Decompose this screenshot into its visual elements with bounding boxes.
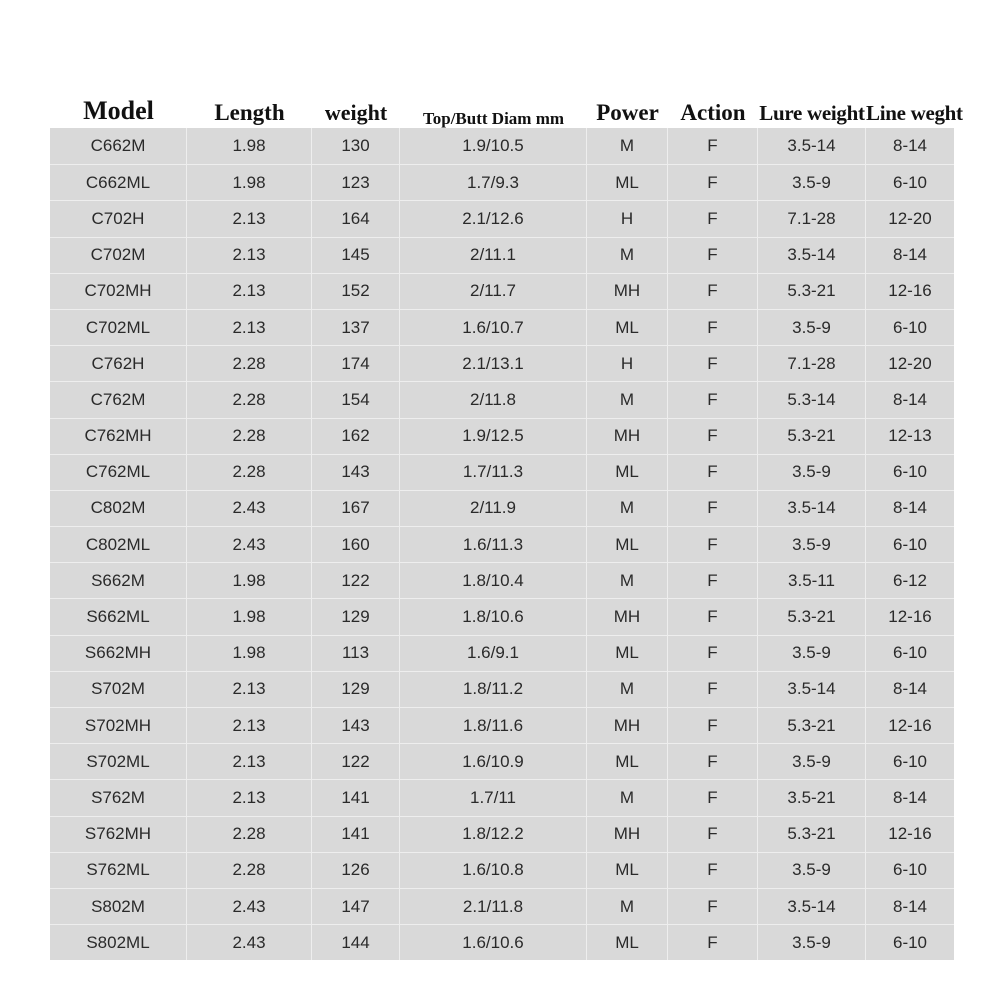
header-line-weight: Line weght	[866, 101, 963, 125]
cell-action: F	[668, 165, 758, 200]
cell-model: S702M	[50, 672, 187, 707]
table-row	[50, 924, 954, 960]
cell-power: M	[587, 780, 668, 815]
cell-length: 2.13	[187, 780, 312, 815]
cell-power: MH	[587, 708, 668, 743]
cell-line-weight: 8-14	[892, 245, 928, 265]
cell-line-weight: 8-14	[892, 896, 928, 916]
cell-line-weight: 12-20	[888, 208, 932, 228]
cell-power: M	[587, 889, 668, 924]
cell-line-weight: 6-10	[892, 751, 928, 771]
cell-weight: 129	[312, 672, 400, 707]
cell-power: H	[587, 201, 668, 236]
cell-power: MH	[587, 274, 668, 309]
cell-line-weight: 12-16	[888, 715, 932, 735]
cell-weight: 154	[312, 382, 400, 417]
cell-lure-weight: 5.3-21	[758, 817, 866, 852]
cell-action: F	[668, 599, 758, 634]
cell-action: F	[668, 636, 758, 671]
cell-length: 2.13	[187, 744, 312, 779]
cell-diameter: 2.1/13.1	[400, 346, 587, 381]
cell-power: ML	[587, 744, 668, 779]
cell-length: 2.43	[187, 925, 312, 960]
cell-line-weight: 12-16	[888, 281, 932, 301]
cell-lure-weight: 7.1-28	[758, 201, 866, 236]
cell-length: 1.98	[187, 563, 312, 598]
cell-lure-weight: 3.5-9	[758, 310, 866, 345]
cell-power: M	[587, 128, 668, 164]
cell-action: F	[668, 889, 758, 924]
cell-action: F	[668, 491, 758, 526]
cell-line-weight: 6-10	[892, 534, 928, 554]
cell-model: C762H	[50, 346, 187, 381]
cell-model: C702H	[50, 201, 187, 236]
cell-action: F	[668, 925, 758, 960]
cell-model: C762M	[50, 382, 187, 417]
cell-weight: 164	[312, 201, 400, 236]
cell-diameter: 2.1/12.6	[400, 201, 587, 236]
cell-lure-weight: 3.5-14	[758, 491, 866, 526]
cell-length: 2.28	[187, 382, 312, 417]
cell-power: ML	[587, 853, 668, 888]
cell-lure-weight: 3.5-14	[758, 672, 866, 707]
cell-power: M	[587, 672, 668, 707]
cell-lure-weight: 3.5-11	[758, 563, 866, 598]
cell-power: ML	[587, 455, 668, 490]
cell-action: F	[668, 527, 758, 562]
cell-weight: 162	[312, 419, 400, 454]
cell-line-weight: 6-12	[892, 570, 928, 590]
cell-action: F	[668, 708, 758, 743]
table-row	[50, 418, 954, 454]
table-row	[50, 273, 954, 309]
cell-action: F	[668, 455, 758, 490]
cell-line-weight: 12-16	[888, 607, 932, 627]
cell-length: 2.28	[187, 455, 312, 490]
cell-action: F	[668, 672, 758, 707]
table-row	[50, 779, 954, 815]
cell-power: M	[587, 382, 668, 417]
table-row	[50, 309, 954, 345]
cell-model: S802ML	[50, 925, 187, 960]
cell-weight: 143	[312, 708, 400, 743]
cell-model: C662M	[50, 128, 187, 164]
cell-diameter: 1.8/10.4	[400, 563, 587, 598]
table-row	[50, 200, 954, 236]
cell-diameter: 2.1/11.8	[400, 889, 587, 924]
cell-length: 2.43	[187, 889, 312, 924]
cell-lure-weight: 5.3-21	[758, 419, 866, 454]
cell-line-weight: 6-10	[892, 932, 928, 952]
cell-weight: 130	[312, 128, 400, 164]
cell-weight: 174	[312, 346, 400, 381]
cell-line-weight: 6-10	[892, 860, 928, 880]
cell-weight: 129	[312, 599, 400, 634]
cell-lure-weight: 3.5-9	[758, 527, 866, 562]
cell-lure-weight: 5.3-14	[758, 382, 866, 417]
cell-action: F	[668, 419, 758, 454]
cell-lure-weight: 5.3-21	[758, 599, 866, 634]
table-row	[50, 635, 954, 671]
cell-diameter: 1.6/11.3	[400, 527, 587, 562]
cell-length: 2.13	[187, 672, 312, 707]
header-power: Power	[596, 100, 659, 125]
cell-lure-weight: 3.5-9	[758, 165, 866, 200]
cell-lure-weight: 3.5-9	[758, 853, 866, 888]
cell-length: 1.98	[187, 599, 312, 634]
table-row	[50, 345, 954, 381]
cell-line-weight: 8-14	[892, 679, 928, 699]
cell-action: F	[668, 346, 758, 381]
cell-line-weight: 6-10	[892, 643, 928, 663]
table-row	[50, 237, 954, 273]
cell-weight: 144	[312, 925, 400, 960]
cell-length: 2.13	[187, 708, 312, 743]
cell-lure-weight: 3.5-9	[758, 636, 866, 671]
cell-lure-weight: 3.5-14	[758, 128, 866, 164]
table-row	[50, 816, 954, 852]
table-row	[50, 381, 954, 417]
header-lure-weight: Lure weight	[759, 101, 865, 125]
cell-action: F	[668, 382, 758, 417]
cell-diameter: 1.6/10.7	[400, 310, 587, 345]
cell-length: 1.98	[187, 636, 312, 671]
cell-length: 2.28	[187, 346, 312, 381]
cell-weight: 126	[312, 853, 400, 888]
table-row	[50, 598, 954, 634]
cell-length: 2.28	[187, 853, 312, 888]
cell-power: M	[587, 563, 668, 598]
cell-length: 1.98	[187, 165, 312, 200]
table-row	[50, 164, 954, 200]
table-row	[50, 490, 954, 526]
cell-model: S702ML	[50, 744, 187, 779]
table-body	[50, 128, 954, 960]
cell-action: F	[668, 238, 758, 273]
cell-diameter: 1.7/11	[400, 780, 587, 815]
table-row	[50, 562, 954, 598]
cell-line-weight: 6-10	[892, 172, 928, 192]
cell-diameter: 1.8/10.6	[400, 599, 587, 634]
cell-diameter: 2/11.8	[400, 382, 587, 417]
cell-diameter: 1.7/11.3	[400, 455, 587, 490]
table-header	[50, 88, 963, 128]
cell-weight: 143	[312, 455, 400, 490]
cell-weight: 137	[312, 310, 400, 345]
cell-diameter: 2/11.1	[400, 238, 587, 273]
cell-lure-weight: 5.3-21	[758, 274, 866, 309]
cell-weight: 113	[312, 636, 400, 671]
cell-model: C702M	[50, 238, 187, 273]
cell-line-weight: 8-14	[892, 136, 928, 156]
cell-power: M	[587, 491, 668, 526]
cell-action: F	[668, 744, 758, 779]
table-row	[50, 743, 954, 779]
cell-model: S662MH	[50, 636, 187, 671]
cell-power: ML	[587, 310, 668, 345]
header-weight: weight	[324, 100, 388, 125]
cell-power: M	[587, 238, 668, 273]
cell-line-weight: 6-10	[892, 317, 928, 337]
cell-action: F	[668, 563, 758, 598]
cell-length: 1.98	[187, 128, 312, 164]
cell-power: MH	[587, 419, 668, 454]
cell-power: ML	[587, 636, 668, 671]
cell-line-weight: 8-14	[892, 389, 928, 409]
cell-action: F	[668, 817, 758, 852]
cell-line-weight: 12-16	[888, 824, 932, 844]
cell-model: S762MH	[50, 817, 187, 852]
cell-lure-weight: 3.5-9	[758, 455, 866, 490]
cell-weight: 145	[312, 238, 400, 273]
cell-model: S662M	[50, 563, 187, 598]
cell-lure-weight: 7.1-28	[758, 346, 866, 381]
cell-weight: 152	[312, 274, 400, 309]
cell-length: 2.13	[187, 310, 312, 345]
cell-model: C662ML	[50, 165, 187, 200]
cell-weight: 123	[312, 165, 400, 200]
header-diameter: Top/Butt Diam mm	[422, 109, 565, 128]
cell-diameter: 1.6/10.9	[400, 744, 587, 779]
cell-model: S762M	[50, 780, 187, 815]
cell-length: 2.13	[187, 238, 312, 273]
cell-diameter: 1.6/9.1	[400, 636, 587, 671]
cell-model: S702MH	[50, 708, 187, 743]
header-model: Model	[83, 96, 154, 125]
cell-action: F	[668, 201, 758, 236]
cell-weight: 147	[312, 889, 400, 924]
cell-power: ML	[587, 527, 668, 562]
cell-line-weight: 6-10	[892, 462, 928, 482]
cell-lure-weight: 3.5-9	[758, 925, 866, 960]
cell-power: H	[587, 346, 668, 381]
cell-diameter: 1.6/10.6	[400, 925, 587, 960]
cell-model: C802ML	[50, 527, 187, 562]
cell-length: 2.13	[187, 201, 312, 236]
table-row	[50, 454, 954, 490]
cell-model: C802M	[50, 491, 187, 526]
cell-weight: 122	[312, 563, 400, 598]
table-row	[50, 707, 954, 743]
cell-model: C762MH	[50, 419, 187, 454]
cell-model: S802M	[50, 889, 187, 924]
cell-model: S762ML	[50, 853, 187, 888]
table-row	[50, 888, 954, 924]
cell-lure-weight: 3.5-14	[758, 238, 866, 273]
cell-model: S662ML	[50, 599, 187, 634]
table-row	[50, 128, 954, 164]
table-row	[50, 852, 954, 888]
cell-diameter: 2/11.9	[400, 491, 587, 526]
cell-length: 2.43	[187, 527, 312, 562]
cell-line-weight: 8-14	[892, 787, 928, 807]
cell-power: MH	[587, 599, 668, 634]
cell-diameter: 1.9/12.5	[400, 419, 587, 454]
cell-action: F	[668, 274, 758, 309]
cell-length: 2.28	[187, 817, 312, 852]
cell-action: F	[668, 128, 758, 164]
cell-weight: 167	[312, 491, 400, 526]
cell-diameter: 1.7/9.3	[400, 165, 587, 200]
cell-model: C762ML	[50, 455, 187, 490]
cell-diameter: 1.8/11.6	[400, 708, 587, 743]
cell-power: ML	[587, 925, 668, 960]
cell-line-weight: 8-14	[892, 498, 928, 518]
cell-action: F	[668, 853, 758, 888]
table-row	[50, 671, 954, 707]
cell-line-weight: 12-20	[888, 353, 932, 373]
cell-length: 2.28	[187, 419, 312, 454]
table-row	[50, 526, 954, 562]
cell-weight: 141	[312, 817, 400, 852]
cell-power: MH	[587, 817, 668, 852]
cell-model: C702ML	[50, 310, 187, 345]
cell-weight: 122	[312, 744, 400, 779]
cell-lure-weight: 3.5-14	[758, 889, 866, 924]
cell-length: 2.43	[187, 491, 312, 526]
cell-diameter: 1.6/10.8	[400, 853, 587, 888]
cell-action: F	[668, 780, 758, 815]
spec-table	[50, 88, 963, 960]
cell-action: F	[668, 310, 758, 345]
cell-weight: 141	[312, 780, 400, 815]
cell-lure-weight: 3.5-21	[758, 780, 866, 815]
cell-lure-weight: 3.5-9	[758, 744, 866, 779]
header-action: Action	[680, 100, 746, 125]
cell-weight: 160	[312, 527, 400, 562]
cell-diameter: 1.8/11.2	[400, 672, 587, 707]
cell-diameter: 2/11.7	[400, 274, 587, 309]
cell-diameter: 1.8/12.2	[400, 817, 587, 852]
cell-power: ML	[587, 165, 668, 200]
cell-line-weight: 12-13	[888, 426, 932, 446]
header-length: Length	[214, 100, 285, 125]
cell-model: C702MH	[50, 274, 187, 309]
cell-length: 2.13	[187, 274, 312, 309]
cell-diameter: 1.9/10.5	[400, 128, 587, 164]
cell-lure-weight: 5.3-21	[758, 708, 866, 743]
